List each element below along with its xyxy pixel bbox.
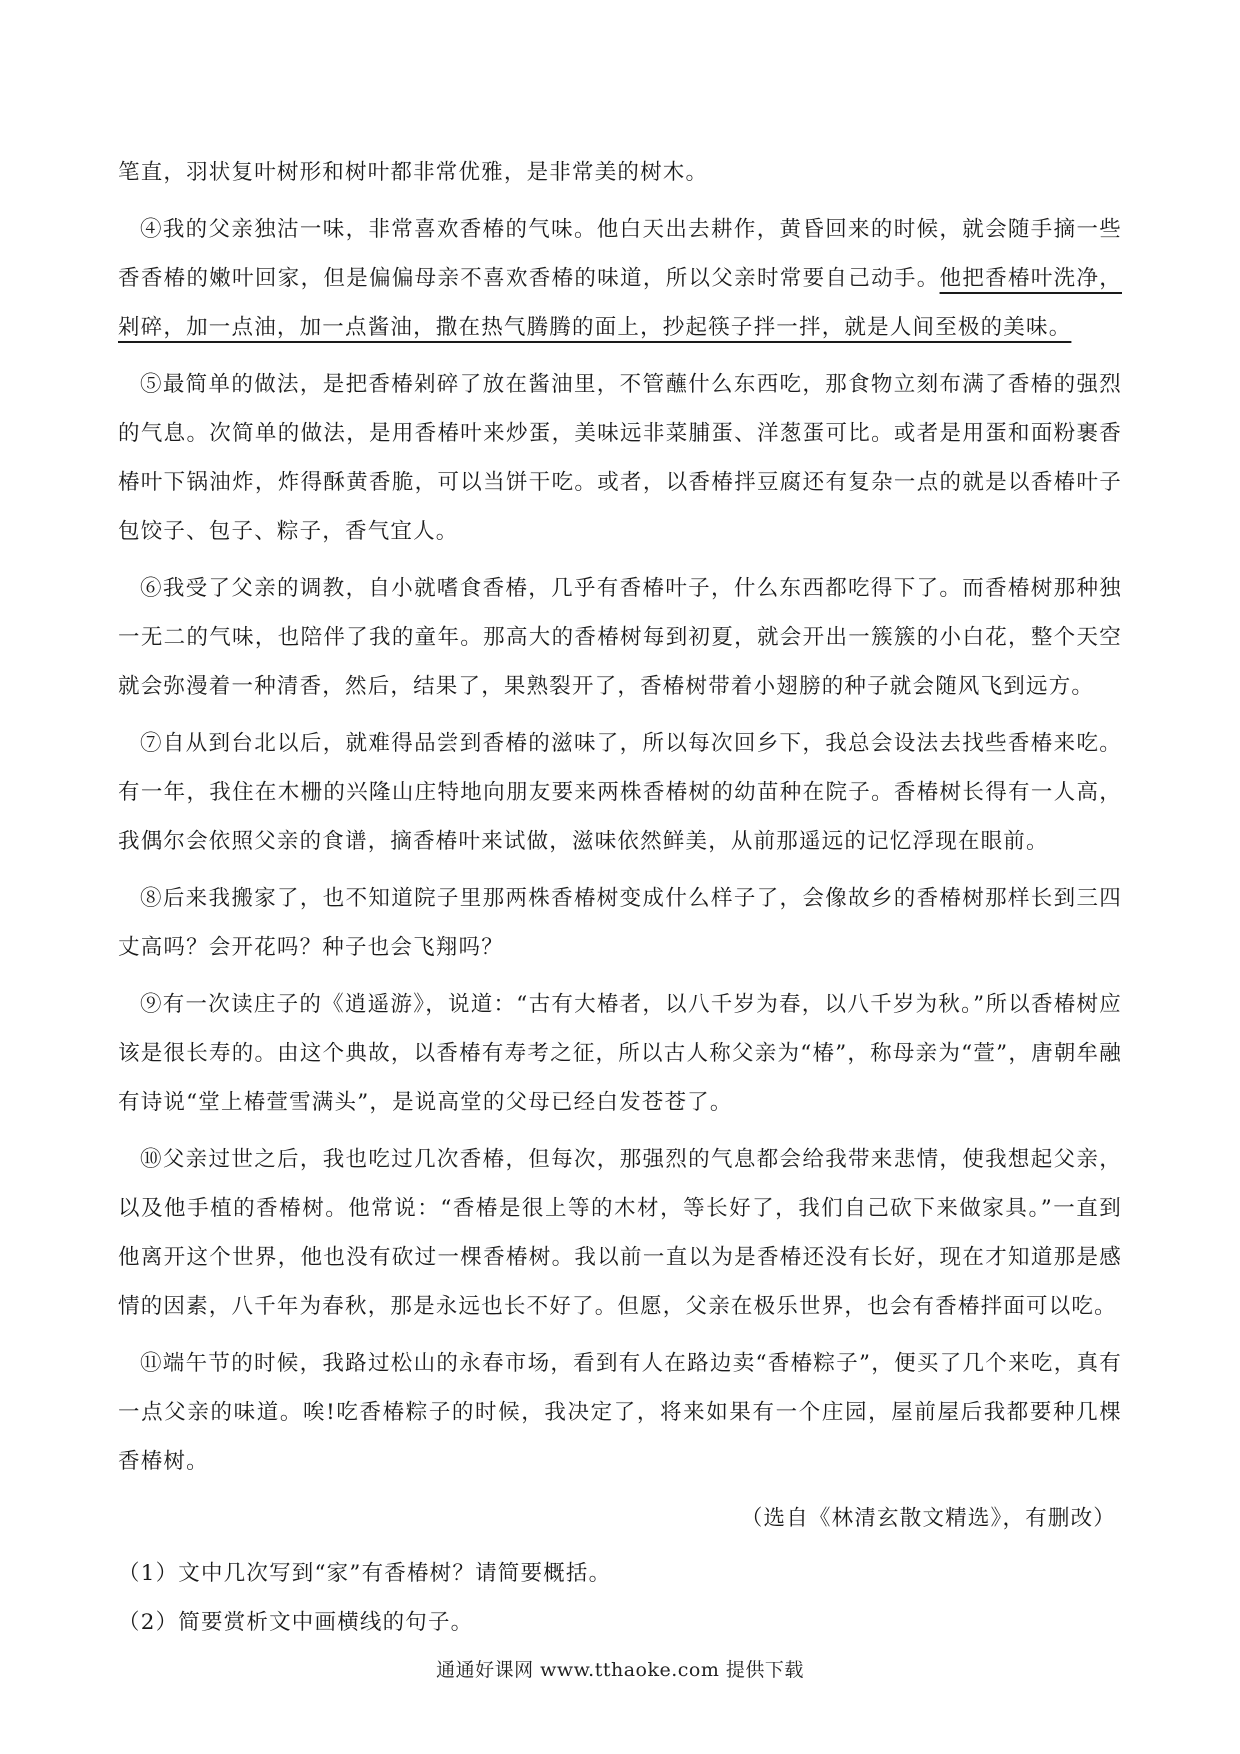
- paragraph-4: [118, 205, 1122, 352]
- paragraph-8: ⑧后来我搬家了，也不知道院子里那两株香椿树变成什么样子了，会像故乡的香椿树那样长到三四丈高吗？会开花吗？种子也会飞翔吗？: [118, 886, 1122, 960]
- paragraph-6: ⑥我受了父亲的调教，自小就嗜食香椿，几乎有香椿叶子，什么东西都吃得下了。而香椿树那种独一无二的气味，也陪伴了我的童年。那高大的香椿树每到初夏，就会开出一簇簇的小白花，整个天空就会弥漫着一种清香，然后，结果了，果熟裂开了，香椿树带着小翅膀的种子就会随风飞到远方。: [118, 576, 1122, 699]
- paragraph-9: ⑨有一次读庄子的《逍遥游》，说道：“古有大椿者，以八千岁为春，以八千岁为秋。”所以香椿树应该是很长寿的。由这个典故，以香椿有寿考之征，所以古人称父亲为“椿”，称母亲为“萱”，唐朝牟融有诗说“堂上椿萱雪满头”，是说高堂的父母已经白发苍苍了。: [118, 992, 1122, 1115]
- paragraph-4-text: ④我的父亲独沽一味，非常喜欢香椿的气味。他白天出去耕作，黄昏回来的时候，就会随手摘一些香香椿的嫩叶回家，但是偏偏母亲不喜欢香椿的味道，所以父亲时常要自己动手。: [118, 217, 1122, 291]
- question-1: （1）文中几次写到“家”有香椿树？请简要概括。: [118, 1561, 612, 1586]
- source-citation: （选自《林清玄散文精选》，有删改）: [740, 1506, 1116, 1531]
- article-body: [118, 148, 1122, 1647]
- paragraph-10: ⑩父亲过世之后，我也吃过几次香椿，但每次，那强烈的气息都会给我带来悲情，使我想起父亲，以及他手植的香椿树。他常说：“香椿是很上等的木材，等长好了，我们自己砍下来做家具。”一直到他离开这个世界，他也没有砍过一棵香椿树。我以前一直以为是香椿还没有长好，现在才知道那是感情的因素，八千年为春秋，那是永远也长不好了。但愿，父亲在极乐世界，也会有香椿拌面可以吃。: [118, 1147, 1122, 1319]
- paragraph-7: ⑦自从到台北以后，就难得品尝到香椿的滋味了，所以每次回乡下，我总会设法去找些香椿来吃。有一年，我住在木栅的兴隆山庄特地向朋友要来两株香椿树的幼苗种在院子。香椿树长得有一人高，我偶尔会依照父亲的食谱，摘香椿叶来试做，滋味依然鲜美，从前那遥远的记忆浮现在眼前。: [118, 731, 1122, 854]
- page-footer: 通通好课网 www.tthaoke.com 提供下载: [436, 1659, 804, 1681]
- paragraph-3-continuation: 笔直，羽状复叶树形和树叶都非常优雅，是非常美的树木。: [118, 160, 709, 185]
- paragraph-5: ⑤最简单的做法，是把香椿剁碎了放在酱油里，不管蘸什么东西吃，那食物立刻布满了香椿的强烈的气息。次简单的做法，是用香椿叶来炒蛋，美味远非菜脯蛋、洋葱蛋可比。或者是用蛋和面粉裹香椿叶下锅油炸，炸得酥黄香脆，可以当饼干吃。或者，以香椿拌豆腐还有复杂一点的就是以香椿叶子包饺子、包子、粽子，香气宜人。: [118, 372, 1122, 544]
- question-2: （2）简要赏析文中画横线的句子。: [118, 1610, 474, 1635]
- paragraph-11: ⑪端午节的时候，我路过松山的永春市场，看到有人在路边卖“香椿粽子”，便买了几个来吃，真有一点父亲的味道。唉!吃香椿粽子的时候，我决定了，将来如果有一个庄园，屋前屋后我都要种几棵香椿树。: [118, 1351, 1122, 1474]
- underlined-sentence: 他把香椿叶洗净，剁碎，加一点油，加一点酱油，撒在热气腾腾的面上，抄起筷子拌一拌，就是人间至极的美味。: [118, 266, 1122, 340]
